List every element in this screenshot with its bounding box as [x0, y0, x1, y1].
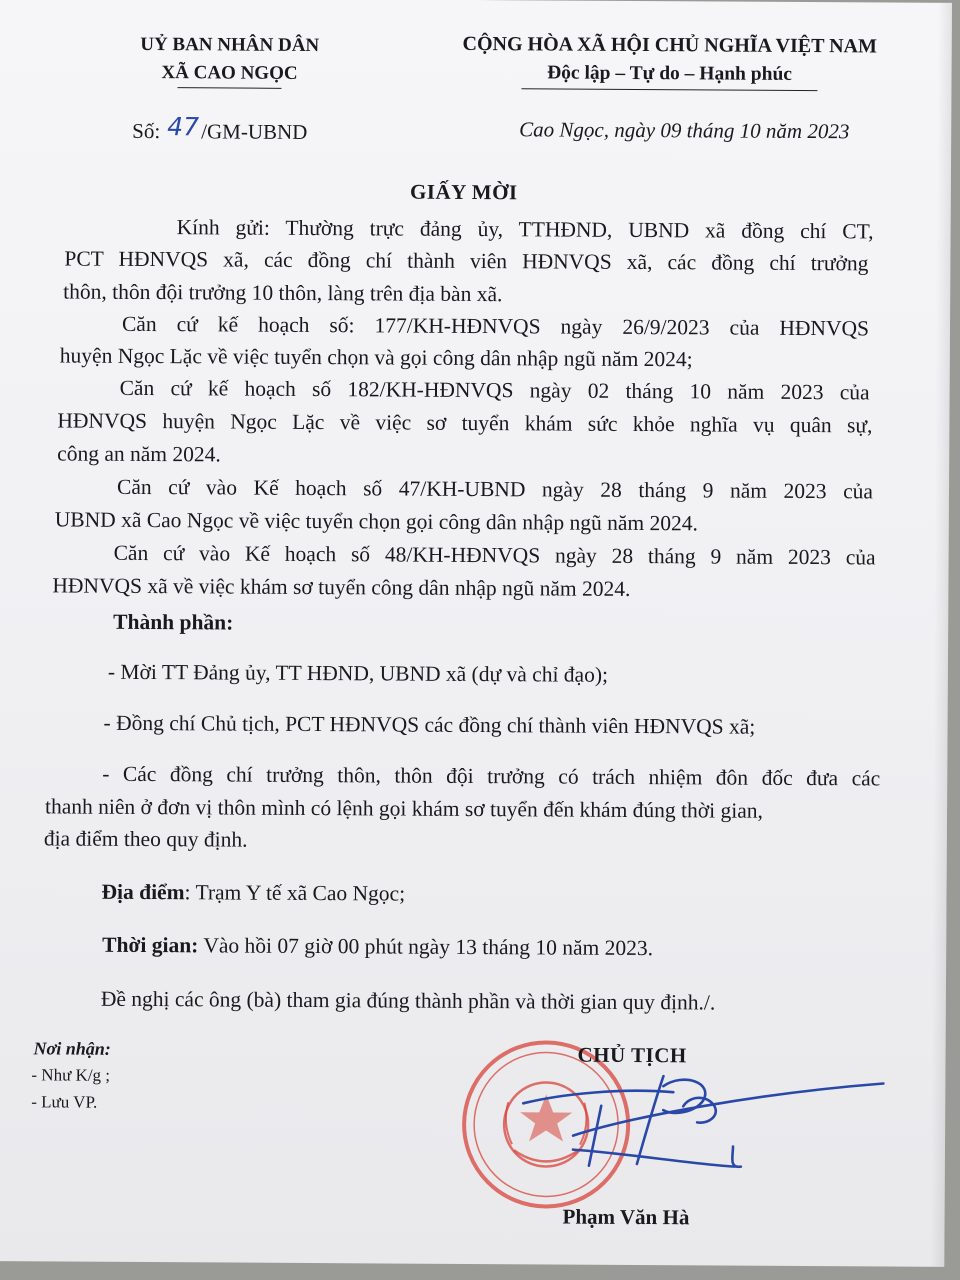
- basis-line: HĐNVQS xã về việc khám sơ tuyển công dân nhập ngũ năm 2024.: [52, 573, 631, 601]
- org-underline: [177, 87, 281, 89]
- recipients-line: thôn, thôn đội trưởng 10 thôn, làng trên địa bàn xã.: [63, 279, 503, 307]
- composition-item: - Đồng chí Chủ tịch, PCT HĐNVQS các đồng chí thành viên HĐNVQS xã;: [103, 710, 756, 739]
- document-number-label: Số:: [132, 118, 161, 144]
- national-motto: Độc lập – Tự do – Hạnh phúc: [547, 62, 793, 85]
- time-value: Vào hồi 07 giờ 00 phút ngày 13 tháng 10 năm 2023.: [198, 933, 654, 961]
- composition-label: Thành phần:: [113, 609, 234, 635]
- location-value: : Trạm Y tế xã Cao Ngọc;: [184, 880, 406, 906]
- document-title: GIẤY MỜI: [409, 179, 518, 205]
- document-number-handwritten: 47: [167, 112, 200, 142]
- org-name-line1: UỶ BAN NHÂN DÂN: [140, 33, 320, 57]
- recipients-block-item: - Như K/g ;: [31, 1065, 111, 1085]
- basis-line: UBND xã Cao Ngọc về việc tuyển chọn gọi công dân nhập ngũ năm 2024.: [54, 507, 698, 536]
- basis-line: Căn cứ kế hoạch số: 177/KH-HĐNVQS ngày 26/9/2023 của HĐNVQS: [121, 311, 870, 341]
- motto-underline: [521, 88, 817, 91]
- time-row: [102, 933, 653, 960]
- signer-position: CHỦ TỊCH: [577, 1042, 687, 1068]
- place-and-date: Cao Ngọc, ngày 09 tháng 10 năm 2023: [519, 117, 850, 144]
- composition-item: - Mời TT Đảng ủy, TT HĐND, UBND xã (dự và chỉ đạo);: [107, 659, 609, 687]
- national-title: CỘNG HÒA XÃ HỘI CHỦ NGHĨA VIỆT NAM: [462, 32, 877, 58]
- recipients-block-label: Nơi nhận:: [33, 1038, 111, 1059]
- signer-name: Phạm Văn Hà: [562, 1204, 690, 1230]
- basis-line: huyện Ngọc Lặc về việc tuyển chọn và gọi công dân nhập ngũ năm 2024;: [59, 343, 693, 372]
- basis-line: Căn cứ vào Kế hoạch số 48/KH-HĐNVQS ngày 28 tháng 9 năm 2023 của: [113, 540, 876, 570]
- time-label: Thời gian:: [102, 932, 199, 958]
- recipients-block-item: - Lưu VP.: [31, 1092, 98, 1112]
- location-label: Địa điểm: [101, 879, 185, 905]
- composition-item: địa điểm theo quy định.: [43, 826, 248, 852]
- closing-sentence: Đề nghị các ông (bà) tham gia đúng thành phần và thời gian quy định./.: [100, 986, 716, 1015]
- handwritten-signature: [513, 1042, 894, 1187]
- location-row: [101, 880, 405, 906]
- basis-line: Căn cứ kế hoạch số 182/KH-HĐNVQS ngày 02 tháng 10 năm 2023 của: [119, 375, 870, 405]
- basis-line: công an năm 2024.: [57, 441, 221, 467]
- basis-line: Căn cứ vào Kế hoạch số 47/KH-UBND ngày 28 tháng 9 năm 2023 của: [116, 474, 874, 504]
- composition-item: thanh niên ở đơn vị thôn mình có lệnh gọi khám sơ tuyển đến khám đúng thời gian,: [44, 794, 763, 823]
- recipients-line: Kính gửi: Thường trực đảng ủy, TTHĐND, UBND xã đồng chí CT,: [176, 215, 874, 244]
- org-name-line2: XÃ CAO NGỌC: [161, 62, 298, 84]
- composition-item: - Các đồng chí trưởng thôn, thôn đội trưởng có trách nhiệm đôn đốc đưa các: [102, 761, 881, 791]
- document-number-suffix: /GM-UBND: [201, 119, 308, 144]
- recipients-line: PCT HĐNVQS xã, các đồng chí thành viên HĐNVQS xã, các đồng chí trưởng: [64, 246, 869, 276]
- basis-line: HĐNVQS huyện Ngọc Lặc về việc sơ tuyển khám sức khỏe nghĩa vụ quân sự,: [57, 408, 873, 438]
